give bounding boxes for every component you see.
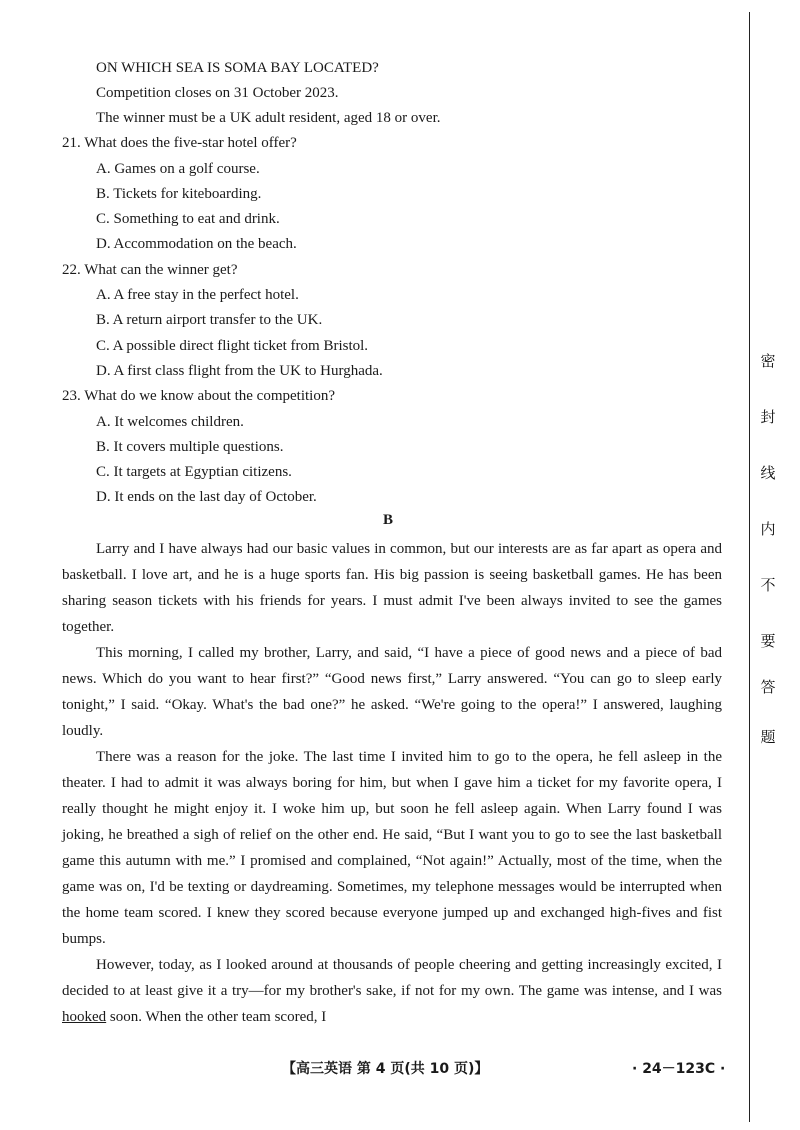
margin-char-4: 内 <box>760 520 776 538</box>
margin-char-6: 要 <box>760 632 776 650</box>
passage-paragraph-2: This morning, I called my brother, Larry, and said, “I have a piece of good news and a piece of bad news. Which do you want to hear first?” “Good news first,” Larry answered. “You can go to sleep early tonight,” I said. “Okay. What's the bad one?” he asked. “We're going to the opera!” I answered, laughing loudly. <box>62 645 722 739</box>
question-23-option-a: A. It welcomes children. <box>96 414 244 430</box>
paragraph-4-text-before: However, today, as I looked around at thousands of people cheering and getting increasingly excited, I decided to at least give it a try—for my brother's sake, if not for my own. The game was intense, and I was <box>62 957 722 999</box>
question-22-option-c: C. A possible direct flight ticket from Bristol. <box>96 338 369 354</box>
passage-paragraph-4 <box>62 952 722 1030</box>
paragraph-4-text-after: soon. When the other team scored, I <box>106 1009 327 1025</box>
margin-char-7: 答 <box>760 678 776 696</box>
margin-char-2: 封 <box>760 408 776 426</box>
exam-code: · 24－123C · <box>632 1061 726 1077</box>
margin-char-5: 不 <box>760 576 776 594</box>
eligibility-line: The winner must be a UK adult resident, aged 18 or over. <box>96 110 441 126</box>
margin-char-8: 题 <box>760 728 776 746</box>
question-21-stem: 21. What does the five-star hotel offer? <box>62 135 297 151</box>
margin-char-3: 线 <box>760 464 776 482</box>
closing-date-line: Competition closes on 31 October 2023. <box>96 85 339 101</box>
margin-char-1: 密 <box>760 352 776 370</box>
question-23-stem: 23. What do we know about the competition? <box>62 388 335 404</box>
passage-b <box>62 536 722 1030</box>
question-21-option-a: A. Games on a golf course. <box>96 161 260 177</box>
question-21-option-b: B. Tickets for kiteboarding. <box>96 186 262 202</box>
question-23-option-b: B. It covers multiple questions. <box>96 439 284 455</box>
question-22-stem: 22. What can the winner get? <box>62 262 238 278</box>
underlined-word-hooked: hooked <box>62 1009 107 1025</box>
question-23-option-d: D. It ends on the last day of October. <box>96 489 317 505</box>
section-b-heading: B <box>383 512 394 528</box>
passage-paragraph-3: There was a reason for the joke. The last time I invited him to go to the opera, he fell asleep in the theater. I had to admit it was always boring for him, but when I gave him a ticket for my favorite opera, I really thought he might enjoy it. I woke him up, but soon he fell asleep again. When Larry found I was joking, he breathed a sigh of relief on the other end. He said, “But I want you to go to see the last basketball game this autumn with me.” I promised and complained, “Not again!” Actually, most of the time, when the game was on, I'd be texting or daydreaming. Sometimes, my telephone messages would be interrupted when the home team scored. I knew they scored because everyone jumped up and exchanged high-fives and fist bumps. <box>62 749 722 947</box>
question-22-option-a: A. A free stay in the perfect hotel. <box>96 287 299 303</box>
question-21-option-d: D. Accommodation on the beach. <box>96 236 297 252</box>
passage-paragraph-1: Larry and I have always had our basic values in common, but our interests are as far apart as opera and basketball. I love art, and he is a huge sports fan. His big passion is seeing basketball games. He has been sharing season tickets with his friends for years. I must admit I've been always invited to see the games together. <box>62 541 722 635</box>
question-22-option-d: D. A first class flight from the UK to Hurghada. <box>96 363 383 379</box>
binding-margin-line <box>749 12 750 1122</box>
contest-question-heading: ON WHICH SEA IS SOMA BAY LOCATED? <box>96 60 379 76</box>
question-22-option-b: B. A return airport transfer to the UK. <box>96 312 323 328</box>
question-23-option-c: C. It targets at Egyptian citizens. <box>96 464 292 480</box>
question-21-option-c: C. Something to eat and drink. <box>96 211 280 227</box>
page-footer-label: 【高三英语 第 4 页(共 10 页)】 <box>282 1061 489 1077</box>
